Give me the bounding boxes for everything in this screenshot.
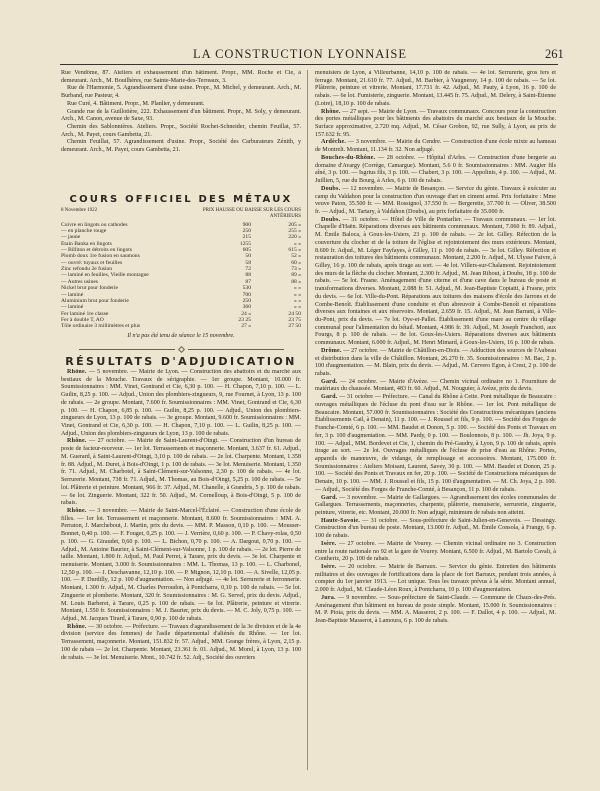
metal-price-variation: » » (294, 240, 301, 247)
metal-price-variation: 23 75 (288, 316, 301, 323)
metals-column-header (197, 208, 301, 220)
department-name: Rhône. (67, 623, 87, 630)
adjudication-text: — 12 novembre. — Mairie de Besançon. — Service du génie. Travaux à exécuter au camp du Valdahon pour la construction d'un ouvrage d'art en ciment armé. Prix forfaitaire : Mme veuve Paton, 35.500 fr. — MM. Rossignol, 37.550 fr. — Bergerette, 37.700 fr. — Oliver, 38.500 fr. — Adjud., M. Tartary, à Valdahon (Doubs), au prix forfaitaire de 35.000 fr. (315, 185, 556, 215)
adjudication-text: — 20 octobre. — Mairie de Barraux. — Service du génie. Entretien des bâtiments militaires et des ouvrages de fortifications dans la place de fort Barraux, pendant trois années, à compter du 1er janvier 1913. — Lot unique. Tous les travaux prévus à la série. Montant annuel, 2.000 fr. Adjud., M. Claude-Léon Roux, à Pontcharra, 10 p. 100 d'augmentation. (315, 564, 556, 594)
adjudication-text: — 5 novembre. — Mairie de Lyon. — Construction des abattoirs et du marché aux bestiaux de la Mouche. Travaux de sérigraphie. — 1er groupe. Montant, 10.000 fr. Soumissionnaires : MM. Vinet, Gontrand et Cie, 6,30 p. 100. — H. Chapon, 7,10 p. 100. — L. Guilin, 8,25 p. 100. — Adjud., Union des plombiers-zingueurs, 9, rue Fournet, à Lyon, 13 p. 100 de rabais. — 2e groupe. Montant, 7.600 fr. Soumissionnaires : MM. Vinet, Gontrand et Cie, 6,30 p. 100. — H. Chapon, 6,85 p. 100. — Guilin, 8,25 p. 100. — Adjud., Union des plombiers-zingueurs de Lyon, 13 p. 100 de rabais. — 3e groupe. Montant, 9.600 fr. Soumissionnaires : MM. Vinet, Gontrand et Cie, 6,30 p. 100. — H. Chapon, 7,10 p. 100. — L. Guilin, 8,25 p. 100. — Adjud., Union des plombiers-zingueurs de Lyon, 13 p. 100 de rabais. (61, 369, 301, 437)
adjudication-text: — 27 octobre. — Mairie de Châtillon-en-Diois. — Adduction des sources de l'Aubeau et distribution dans la ville de Châtillon. Montant, 26.270 fr. 35. Soumissionnaires : M. Bac, 2 p. 100 d'augmentation. — M. Blain, prix du devis. — Adjud., M. Cervero Egon, à Crest, 2 p. 100 de rabais. (315, 347, 556, 378)
metal-name: Nickel brut pour fonderie (61, 285, 119, 292)
department-name: Ardèche. (321, 139, 347, 146)
adjudication-entry (61, 508, 301, 624)
metal-name: — laminé (61, 304, 84, 311)
department-name: Haute-Savoie. (321, 517, 360, 524)
metals-price-table (61, 222, 301, 330)
page-header-title: LA CONSTRUCTION LYONNAISE (192, 47, 408, 61)
metal-price: 530 (242, 285, 251, 292)
department-name: Rhône. (321, 108, 341, 115)
header-rule (60, 64, 558, 65)
department-name: Isère. (321, 564, 337, 570)
metal-price: 215 (242, 234, 251, 241)
department-name: Rhône. (67, 507, 87, 514)
adjudication-text: — 31 octobre. — Sous-préfecture de Saint-Julien-en-Genevois. — Dessingy. Construction d'un bureau de poste. Montant, 13.000 fr. Adjud., M. Émile Consola, à Frangy, 6 p. 100 de rabais. (315, 517, 556, 540)
metal-price: 1255 (239, 240, 251, 247)
metal-price: 250 (242, 297, 251, 304)
adjudication-text: — 31 octobre. — Hôtel de Ville de Pontarlier. — Travaux communaux. — 1er lot. Chapelle d'Haën. Réparations diverses aux bâtiments communaux. Montant, 7.060 fr. 89. Adjud., M. Émile Baloca, à Goux-les-Usiers, 23 p. 100 de rabais. — 2e lot. Gilley. Réfection de la couverture du clocher et de la toiture de l'église et rejointoiement des murs extérieurs. Montant, 8.600 fr. Adjud., M. Léger Fayfayes, à Gilley, 11 p. 100 de rabais. — 3e lot. Gilley. Réfection et restauration des toitures des bâtiments communaux. Montant, 2.200 fr. Adjud., M. Ulysse Faivre, à Gilley, 16 p. 100 de rabais, après tirage au sort. — 4e lot. Villers-sur-Chalamont. Rejointoiement des murs de la flèche du clocher. Montant, 2.300 fr. Adjud., M. Jean Ribout, à Doubs, 18 p. 100 de rabais. — 5e lot. Frasne. Aménagement d'une citerne et d'une cave dans le bureau de poste et transformations diverses. Montant, 2.088 fr. 51. Adjud., M. Jean-Baptiste Copiatti, à Frasne, prix du devis. — 6e lot. Ville-du-Pont. Réparations aux toitures des maisons d'école des Jarrons et de Combe-Benoît. Établissement d'une conduite et d'un abreuvoir à Combe-Benoît et réparations diverses aux fontaines et aux réservoirs. Montant, 2.659 fr. 15. Adjud., M. Jean Barrani, à Ville-du-Pont, prix du devis. — 7e lot. Oye-et-Pallet. Établissement d'une mare au centre du village communal pour l'alimentation du bétail. Montant, 4.986 fr. 39. Adjud., M. Joseph Franchoti, aux Fourgs, 8 p. 100 de rabais. — 8e lot. Goux-les-Usiers. Réparations diverses aux bâtiments communaux. Montant, 6.000 fr. Adjud., M. Henri Mimard, à Goux-les-Usiers, 16 p. 100 de rabais. (315, 216, 556, 347)
metal-price: 24 » (241, 310, 251, 317)
metal-price-variation: 60 » (291, 259, 301, 266)
metal-name: Tôle ordinaire 3 millimètres et plus (61, 323, 141, 330)
adjudication-entry (315, 70, 556, 109)
adjudication-text: — 3 novembre. — Mairie de Saint-Marcel-l'Éclairé. — Construction d'une école de filles. — 1er lot. Terrassement et maçonnerie. Montant, 8.600 fr. Soumissionnaires : MM. A. Perraton, J. Marchebout, J. Martin, prix du devis. — MM. P. Masson, 0,10 p. 100. — Mousser-Bonnet, 0,40 p. 100. — F. Fouget, 0,25 p. 100. — J. Verrière, 0,60 p. 100. — P. Chavy-rolas, 0,50 p. 100. — G. Giraudet, 0,60 p. 100. — L. Bichon, 0,70 p. 100. — A. Dargout, 0,70 p. 100. — Adjud., M. Antoine Baurier, à Saint-Clément-sur-Valsonne, 1 p. 100 de rabais. — 2e lot. Pierre de taille. Montant, 1.800 fr. Adjud., M. Paul Perret, à Tarare, prix du devis. — 3e lot. Charpente et menuiserie. Montant, 3.000 fr. Soumissionnaires : MM. L. Thomas, 13 p. 100. — L. Charbonel, 12,50 p. 100. — J. Deschavanne, 12,10 p. 100. — P. Mignon, 12,10 p. 100. — A. Sivelle, 12,05 p. 100. — P. Durdilly, 12 p. 100 d'augmentation. — Non adjugé. — 4e lot. Serrurerie et ferronnerie. Montant, 1.300 fr. Adjud., M. Charles Perroudon, à Pontcharra, 0,10 p. 100 de rabais. — 5e lot. Zinguerie et plomberie. Montant, 320 fr. Soumissionnaires : M. G. Servel, prix du devis. Adjud., M. Louis Barberet, à Tarare, 0,25 p. 100 de rabais. — 6e lot. Plâtrerie, peinture et vitrerie. Montant, 1.550 fr. Soumissionnaires : M. J. Baurier, prix du devis. — M. C. Joly, 0,75 p. 100. — Adjud., M. Jacques Tirard, à Tarare, 0,90 p. 100 de rabais. (61, 507, 301, 622)
adjudication-text: — 30 octobre. — Préfecture. — Travaux d'agrandissement de la 3e division et de la 4e division (service des femmes) de l'asile départemental d'aliénés du Rhône. — 1er lot. Terrassement, maçonnerie. Montant, 151.832 fr. 57. Adjud., MM. Grange frères, à Lyon, 2,15 p. 100 de rabais — 2e lot. Charpente. Montant, 23.361 fr. 01. Adjud., M. Morel, à Lyon, 13 p. 100 de rabais. — 3e lot. Menuiserie. Mont., 10.742 fr. 52. Adj., Société des ouvriers (61, 623, 301, 661)
metal-name: — ouvré: tuyaux et feuilles (61, 259, 123, 266)
metals-table-body (61, 222, 301, 330)
metal-price-variation: » » (294, 297, 301, 304)
adjudication-text: — 24 octobre. — Mairie d'Avèze. — Chemin vicinal ordinaire no 1. Fourniture de matériaux du chaussée. Montant, 483 fr. 60. Adjud., M. Nouguier, à Avèze, prix du devis. (315, 378, 556, 393)
metal-name: — Billiton et détroits en lingots (61, 247, 133, 254)
metal-name: Cuivre en lingots ou cathodes (61, 221, 128, 228)
metal-price-variation: 615 » (288, 247, 301, 254)
metal-price-variation: 88 » (291, 278, 301, 285)
metal-price: 58 (245, 259, 251, 266)
metal-price-variation: 205 » (288, 221, 301, 228)
adjudication-entry (315, 217, 556, 348)
department-name: Gard. (321, 494, 338, 501)
adjudication-entry (315, 595, 556, 626)
permit-entry: Rue Vendôme, 87. Ateliers et exhaussement d'un bâtiment. Propr., MM. Roche et Cie, à demeurant. Arch., M. Bouilhères, rue Sainte-Marie-des-Terreaux, 3. (61, 70, 301, 84)
metal-price-variation: 52 » (291, 253, 301, 260)
building-permits-block (61, 70, 301, 194)
department-name: Gard. (321, 378, 338, 385)
adjudication-entry (315, 518, 556, 541)
department-name: Isère. (321, 540, 337, 547)
metal-price: 72 (245, 266, 251, 273)
metal-price: 250 (242, 228, 251, 235)
department-name: Rhône. (67, 369, 87, 375)
metal-price: 88 (245, 272, 251, 279)
adjudication-results-left (61, 369, 301, 725)
adjudication-text: — 27 octobre. — Mairie de Vourey. — Chemin vicinal ordinaire no 3. Construction entre la route nationale no 92 et la gare de Vourey. Montant, 6.500 fr. Adjud., M. Bartolo Cavali, à Contheriz, 20 p. 100 de rabais. (315, 540, 556, 563)
adjudication-section-title: RÉSULTATS D'ADJUDICATION (65, 355, 297, 369)
metal-price: 605 (242, 247, 251, 254)
metals-section-title: COURS OFFICIEL DES MÉTAUX (69, 194, 293, 205)
metal-price: 23 25 (238, 316, 251, 323)
metals-col-header-prix: PRIX (202, 207, 215, 213)
metal-price: 50 (245, 253, 251, 260)
divider-line (79, 349, 175, 350)
adjudication-entry (61, 624, 301, 663)
adjudication-entry (315, 155, 556, 186)
permit-entry: Grande rue de la Guillotière, 222. Exhaussement d'un bâtiment. Propr., M. Soly, y demeurant. Arch., M. Canon, avenue de Saxe, 93. (61, 108, 301, 123)
adjudication-text: — 9 novembre. — Sous-préfecture de Saint-Claude. — Commune de Chaux-des-Prés. Aménagement d'un bâtiment en bureau de poste simple. Montant, 15.000 fr. Soumissionnaires : M. P. Pioia, prix du devis. — MM. A. Masserot, 2 p. 100. — F. Dallot, 4 p. 100. — Adjud., M. Jean-Baptiste Masserot, à Lamoura, 6 p. 100 de rabais. (315, 594, 556, 625)
metal-name: Fer laminé 1re classe (61, 310, 109, 317)
adjudication-entry (315, 109, 556, 140)
metals-table-header (61, 208, 301, 220)
adjudication-text: — 28 octobre. — Hôpital d'Arles. — Construction d'une bergerie au domaine d'Avargy (Corrège, Camargue). Montant, 5.6 0 fr. Soumissionnaires : MM. Augier fils aîné, 3 p. 100. — Isgrius fils, 3 p. 100. — Chabert, 3 p. 100. — Appolinis, 4 p. 100. — Adjud., M. Juillien, 5, rue du Bourg, à Arles, 6 p. 100 de rabais. (315, 154, 556, 185)
metal-name: — laminé (61, 291, 84, 298)
metal-name: Zinc refondu 2e fusion (61, 266, 113, 273)
adjudication-text: menuisiers de Lyon, à Villeurbanne, 14,10 p. 100 de rabais. — 4e lot. Serrurerie, gros fers et ferrage. Montant, 21.610 fr. 77. Adjud., M. Barbier, à Vaugneray, 14 p. 100 de rabais. — 5e lot. Plâtrerie, peinture et vitrerie. Montant, 17.731 fr. 42. Adjud., M. Pauty, à Lyon, 16 p. 100 de rabais. — 6e lot. Fumisterie, zinguerie. Montant, 13.445 fr. 75. Adjud., M. Delery, à Saint-Étienne (Loire), 18,10 p. 100 de rabais. (315, 70, 556, 107)
department-name: Bouches-du-Rhône. (321, 154, 376, 161)
department-name: Doubs. (321, 216, 341, 223)
permit-entry: Rue Curé, 4. Bâtiment. Propr., M. Planlier, y demeurant. (67, 100, 205, 107)
department-name: Jura. (321, 594, 336, 601)
department-name: Rhône. (67, 438, 87, 445)
metal-price-variation: » » (294, 285, 301, 292)
department-name: Gard. (321, 394, 338, 401)
metals-date: 8 Novembre 1922 (61, 207, 98, 213)
metal-name: — laminé en feuilles, Vieille montagne (61, 272, 149, 279)
metal-price-row (61, 323, 301, 329)
adjudication-text: — 3 novembre. — Mairie de Gallargues. — Agrandissement des écoles communales de Gallargues. Terrassements, maçonneries, charpente, plâtrerie, menuiserie, serrurerie, zinguerie, peinture, vitrerie, etc. Montant, 20.000 fr. Non adjugé, minimum de rabais non atteint. (315, 494, 556, 516)
metal-price-variation: 89 » (291, 272, 301, 279)
metal-price-variation: 220 » (288, 234, 301, 241)
permit-entry: Chemin des Sablonnières. Ateliers. Propr., Société Rochet-Schneider, chemin Feuillat, 57. Arch., M. Payet, cours Gambetta, 21. (61, 124, 301, 138)
left-column (61, 70, 301, 725)
adjudication-entry (315, 541, 556, 564)
metal-price-variation: » » (294, 291, 301, 298)
permit-entry: Chemin Feuillat, 57. Agrandissement d'usine. Propr., Société des Carburateurs Zénith, y demeurant. Arch., M. Payet, cours Gambetta, 21. (61, 139, 301, 154)
department-name: Doubs. (321, 185, 341, 192)
metal-name: — en planche rouge (61, 228, 107, 235)
metal-name: Étain Banka en lingots (61, 240, 112, 247)
page-number: 261 (545, 47, 564, 61)
adjudication-text: — 27 sept. — Mairie de Lyon. — Travaux communaux. Concours pour la construction des portes métalliques pour les bâtiments des abattoirs du marché aux bestiaux de la Mouche. Surface approximative, 2.720 mq. Adjud., M. César Grobon, 92, rue Sully, à Lyon, au prix de 157.632 fr. 95. (315, 108, 556, 138)
right-column (315, 70, 556, 770)
diamond-ornament-icon (177, 346, 184, 353)
metal-price-variation: 73 » (291, 266, 301, 273)
metal-name: — Autres usines (61, 278, 98, 285)
metal-name: Aluminium brut pour fonderie (61, 297, 129, 304)
adjudication-entry (315, 564, 556, 595)
metal-price-variation: 27 50 (288, 323, 301, 330)
adjudication-entry (315, 379, 556, 394)
adjudication-entry (315, 348, 556, 379)
metal-name: — jaune (61, 234, 81, 241)
section-divider (61, 346, 301, 352)
metal-name: Plomb doux 1re fusion en saumons (61, 253, 140, 260)
metals-col-header-variation: HAUSSE OU BAISSE SUR LES COURS ANTÉRIEURS (215, 207, 301, 219)
divider-line (188, 349, 284, 350)
adjudication-text: — 27 octobre. — Mairie de Saint-Laurent-d'Oingt. — Construction d'un bureau de poste de facteur-receveur. — 1er lot. Terrassements et maçonnerie. Montant, 3.637 fr. 61. Adjud., M. Guerard, à Saint-Laurent-d'Oingt, 3,10 p. 100 de rabais. — 2e lot. Charpente. Montant, 1.358 fr. 88. Adjud., M. Duret, à Bois-d'Oingt, 1 p. 100 de rabais. — 3e lot. Menuiserie. Montant, 1.350 fr. 71. Adjud., M. Charbotel, à Saint-Clément-sur-Valsonne, 2,30 p. 100 de rabais. — 4e lot. Serrurerie. Montant, 738 fr. 71. Adjud., M. Thomas, au Bois-d'Oingt, 5,25 p. 100 de rabais. — 5e lot. Plâtrerie et peinture. Montant, 966 fr. 37. Adjud., M. Chanelle, à Grandris, 5 p. 100 de rabais. — 6e lot. Zinguerie. Montant, 322 fr. 50. Adjud., M. Cornelloup, à Bois-d'Oingt, 5 p. 100 de rabais. (61, 438, 301, 507)
adjudication-entry (315, 186, 556, 217)
adjudication-entry (315, 495, 556, 518)
metal-price: 360 (242, 304, 251, 311)
permit-entry: Rue de l'Harmonie, 5. Agrandissement d'une usine. Propr., M. Michel, y demeurant. Arch., M. Burband, rue Pasteur, 4. (61, 85, 301, 100)
adjudication-entry (315, 394, 556, 494)
adjudication-results-right (315, 70, 556, 770)
adjudication-entry (315, 139, 556, 154)
adjudication-entry (61, 369, 301, 438)
metal-price: 900 (242, 221, 251, 228)
column-rule (307, 70, 308, 770)
metal-price: 700 (242, 291, 251, 298)
metal-price: 87 (245, 278, 251, 285)
metal-name: Fer à double T, AO (61, 316, 104, 323)
adjudication-entry (61, 438, 301, 507)
metal-price: 27 » (241, 323, 251, 330)
metals-note: Il n'a pas été tenu de séance le 15 novembre. (127, 332, 235, 339)
metal-price-variation: 255 » (288, 228, 301, 235)
adjudication-text: — 3 novembre. — Mairie du Cendre. — Construction d'une école mixte au hameau de Montrelt. Montant, 11.134 fr. 32. Non adjugé. (315, 139, 556, 154)
adjudication-text: — 31 octobre — Préfecture. — Canal du Rhône à Cette. Pont métallique de Beaucaire : ouvrages métalliques de l'écluse du pont d'eau sur le Rhône. — 1er lot. Pont métallique de Beaucaire. Montant, 57.000 fr. Soumissionnaires : Société des Constructions mécaniques (anciens Établissements Cail, à Denain), 11 p. 100. — J. Roussel et fils, 9 p. 100. — Société des Forges de Franche-Comté, 6 p. 100. — MM. Baudet et Donon, 5 p. 100. — Société des Ponts et Travaux en fer, 3 p. 100 d'augmentation. — MM. Pardy, 0 p. 100. — Boulonnois, 8 p. 100. — Jh. Joya, 9 p. 100. — Adjud., MM. Bordevet et Cie, 1, chemin du Pré-Gaudry, à Lyon, 9 p. 100 de rabais, après tirage au sort. — 2e lot. Ouvrages métalliques de l'écluse de prise d'eau au Rhône. Portes, appareils de manœuvre, de vidange, de remplissage et accessoires. Montant, 175.000 fr. Soumissionnaires : Ateliers Moisant, Laurent, Savey, 30 p. 100. — MM. Baudet et Donon, 25 p. 100. — Société des Ponts et Travaux en fer, 20 p. 100. — Société de Constructions mécaniques de Denain, 10 p. 100. — MM. J. Roussel et fils, 15 p. 100 d'augmentation. — M. Ch. Joya, 2 p. 100. — Adjud., Société des Forges de Franche-Comté, à Besançon, 11 p. 100 de rabais. (315, 394, 556, 493)
metal-price-variation: 24 50 (288, 310, 301, 317)
department-name: Drôme. (321, 347, 342, 354)
metal-price-variation: » » (294, 304, 301, 311)
